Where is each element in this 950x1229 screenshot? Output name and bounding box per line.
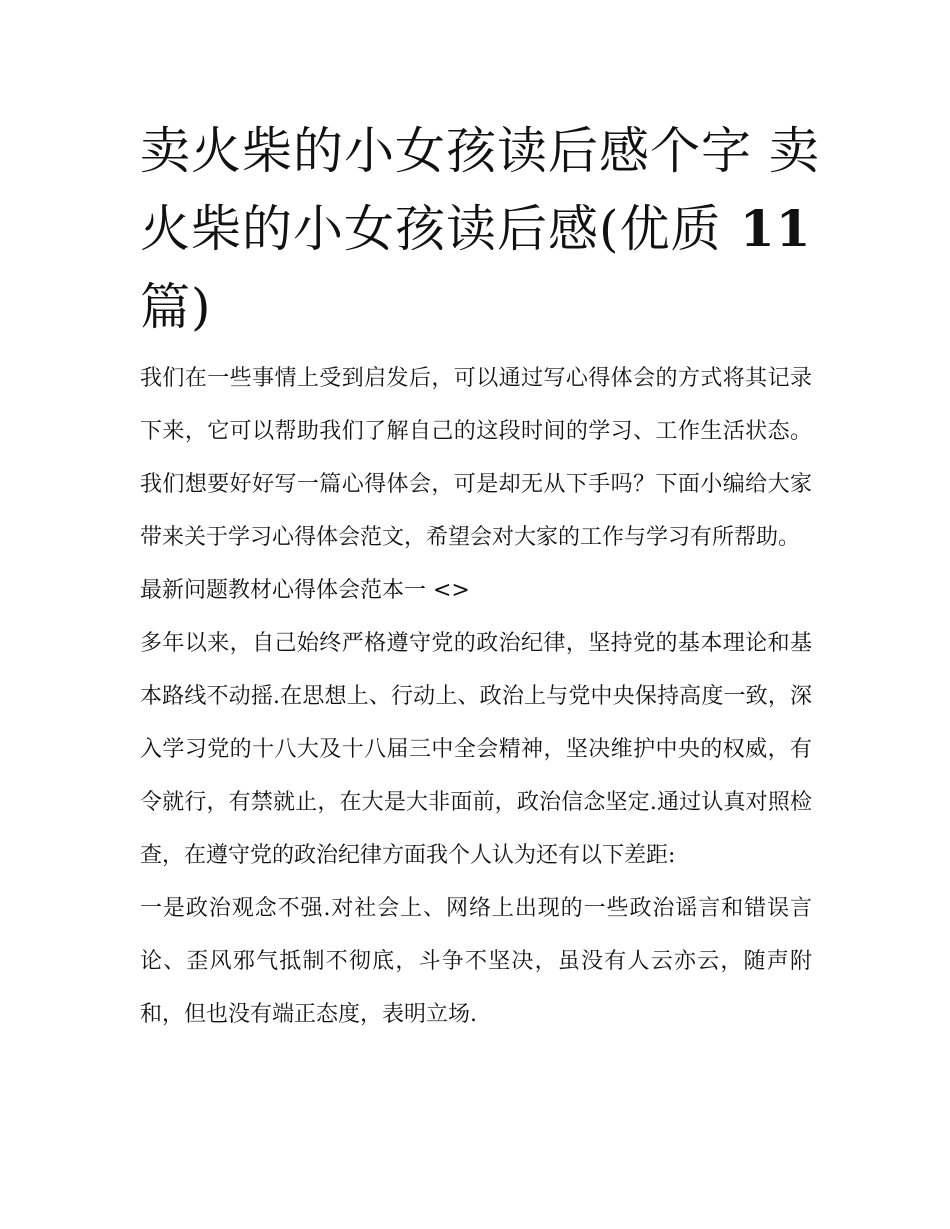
title-number: 11 [721, 199, 812, 258]
title-text-end: 篇) [140, 278, 212, 336]
document-body [140, 352, 812, 1041]
intro-paragraph: 我们在一些事情上受到启发后，可以通过写心得体会的方式将其记录下来，它可以帮助我们了解自己的这段时间的学习、工作生活状态。我们想要好好写一篇心得体会，可是却无从下手吗？下面小编给大家带来关于学习心得体会范文，希望会对大家的工作与学习有所帮助。 [140, 366, 812, 550]
body-paragraph: 多年以来，自己始终严格遵守党的政治纪律，坚持党的基本理论和基本路线不动摇.在思想上、行动上、政治上与党中央保持高度一致，深入学习党的十八大及十八届三中全会精神，坚决维护中央的权威，有令就行，有禁就止，在大是大非面前，政治信念坚定.通过认真对照检查，在遵守党的政治纪律方面我个人认为还有以下差距: [140, 631, 812, 868]
body-paragraph: 一是政治观念不强.对社会上、网络上出现的一些政治谣言和错误言论、歪风邪气抵制不彻底，斗争不坚决，虽没有人云亦云，随声附和，但也没有端正态度，表明立场. [140, 896, 812, 1027]
title-text: 卖火柴的小女孩读后感个字 卖火柴的小女孩读后感(优质 [140, 122, 820, 258]
document-title [140, 112, 820, 346]
section-heading: 最新问题教材心得体会范本一 <> [140, 578, 470, 603]
